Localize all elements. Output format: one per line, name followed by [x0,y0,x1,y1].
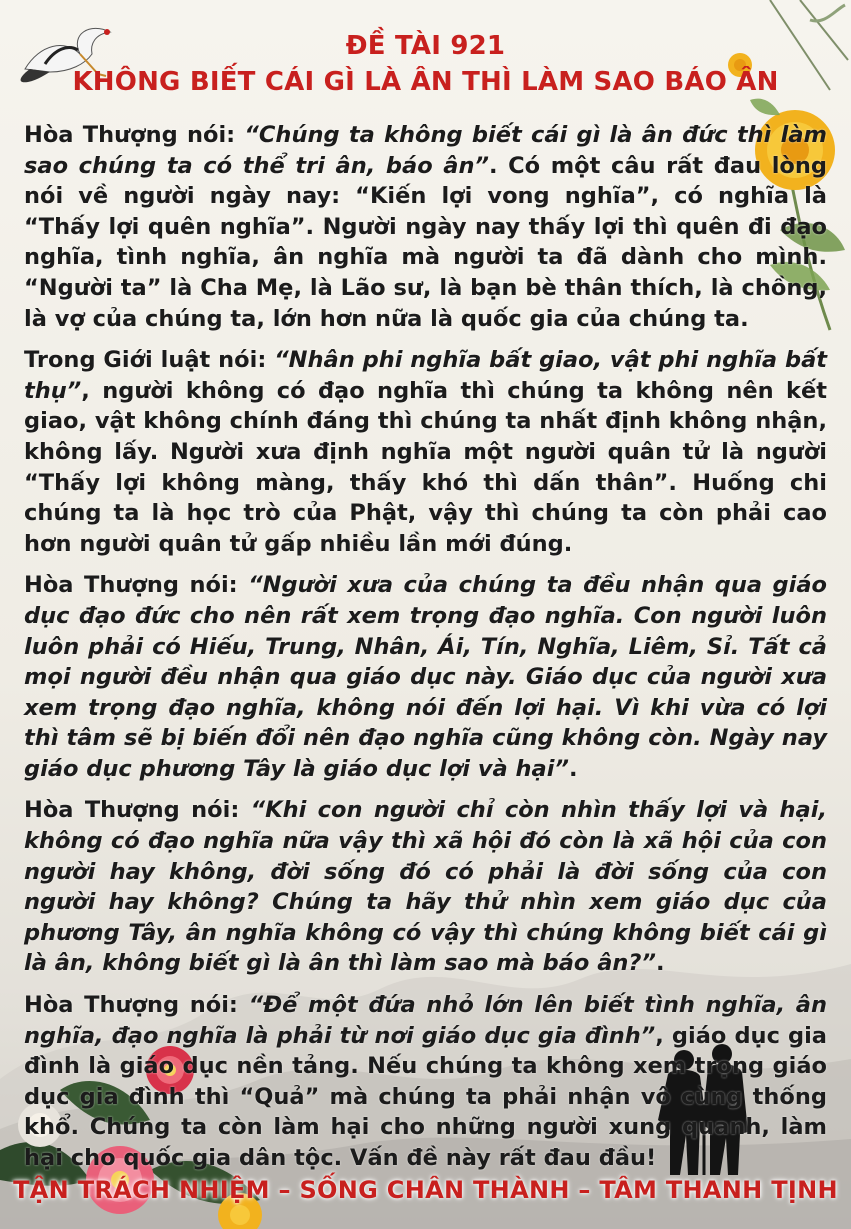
paragraph-quote: “Để một đứa nhỏ lớn lên biết tình nghĩa, ân nghĩa, đạo nghĩa là phải từ nơi giáo dục gia đình” [24,992,828,1049]
paragraph-5 [24,990,827,1174]
paragraph-text: , giáo dục gia đình là giáo dục nền tảng. Nếu chúng ta không xem trọng giáo dục gia đình thì “Quả” mà chúng ta phải nhận vô cùng thống khổ. Chúng ta còn làm hại cho những người xung quanh, làm hại cho quốc gia dân tộc. Vấn đề này rất đau đầu! [24,1022,827,1171]
paragraph-lead: Hòa Thượng nói: [24,992,249,1019]
paragraph-lead: Hòa Thượng nói: [24,797,251,824]
paragraph-1 [24,120,827,334]
article-body [24,120,827,1185]
topic-number: ĐỀ TÀI 921 [345,31,506,61]
paragraph-quote: “Nhân phi nghĩa bất giao, vật phi nghĩa bất thụ” [24,347,828,404]
paragraph-4 [24,795,827,979]
paragraph-quote: “Chúng ta không biết cái gì là ân đức thì làm sao chúng ta có thể tri ân, báo ân” [24,122,827,179]
paragraph-quote: “Khi con người chỉ còn nhìn thấy lợi và hại, không có đạo nghĩa nữa vậy thì xã hội đó còn là xã hội của con người hay không, đời sống đó có phải là đời sống của con người hay không? Chúng ta hãy thử nhìn xem giáo dục của phương Tây, ân nghĩa không có vậy thì chúng không biết cái gì là ân, không biết gì là ân thì làm sao mà báo ân?” [24,797,827,977]
paragraph-2 [24,345,827,559]
paragraph-lead: Hòa Thượng nói: [24,122,245,148]
paragraph-lead: Hòa Thượng nói: [24,572,249,599]
paragraph-3 [24,570,827,784]
paragraph-quote: “Người xưa của chúng ta đều nhận qua giáo dục đạo đức cho nên rất xem trọng đạo nghĩa. Con người luôn luôn phải có Hiếu, Trung, Nhân, Ái, Tín, Nghĩa, Liêm, Sỉ. Tất cả mọi người đều nhận qua giáo dục này. Giáo dục của người xưa xem trọng đạo nghĩa, không nói đến lợi hại. Vì khi vừa có lợi thì tâm sẽ bị biến đổi nên đạo nghĩa cũng không còn. Ngày nay giáo dục phương Tây là giáo dục lợi và hại” [24,572,828,782]
header [0,28,851,100]
paragraph-text: . [655,950,665,977]
paragraph-text: . Có một câu rất đau lòng nói về người ngày nay: “Kiến lợi vong nghĩa”, có nghĩa là “Thấy lợi quên nghĩa”. Người ngày nay thấy lợi thì quên đi đạo nghĩa, tình nghĩa, ân nghĩa mà người ta đã dành cho mình. “Người ta” là Cha Mẹ, là Lão sư, là bạn bè thân thích, là chồng, là vợ của chúng ta, lớn hơn nữa là quốc gia của chúng ta. [24,152,827,332]
footer-motto: TẬN TRÁCH NHIỆM – SỐNG CHÂN THÀNH – TÂM THANH TỊNH [13,1176,838,1204]
paragraph-text: . [568,755,578,782]
page-title: KHÔNG BIẾT CÁI GÌ LÀ ÂN THÌ LÀM SAO BÁO ÂN [72,67,779,97]
paragraph-text: , người không có đạo nghĩa thì chúng ta không nên kết giao, vật không chính đáng thì chúng ta nhất định không nhận, không lấy. Người xưa định nghĩa một người quân tử là người “Thấy lợi không màng, thấy khó thì dấn thân”. Huống chi chúng ta là học trò của Phật, vậy thì chúng ta còn phải cao hơn người quân tử gấp nhiều lần mới đúng. [24,377,827,557]
paragraph-lead: Trong Giới luật nói: [24,347,275,374]
